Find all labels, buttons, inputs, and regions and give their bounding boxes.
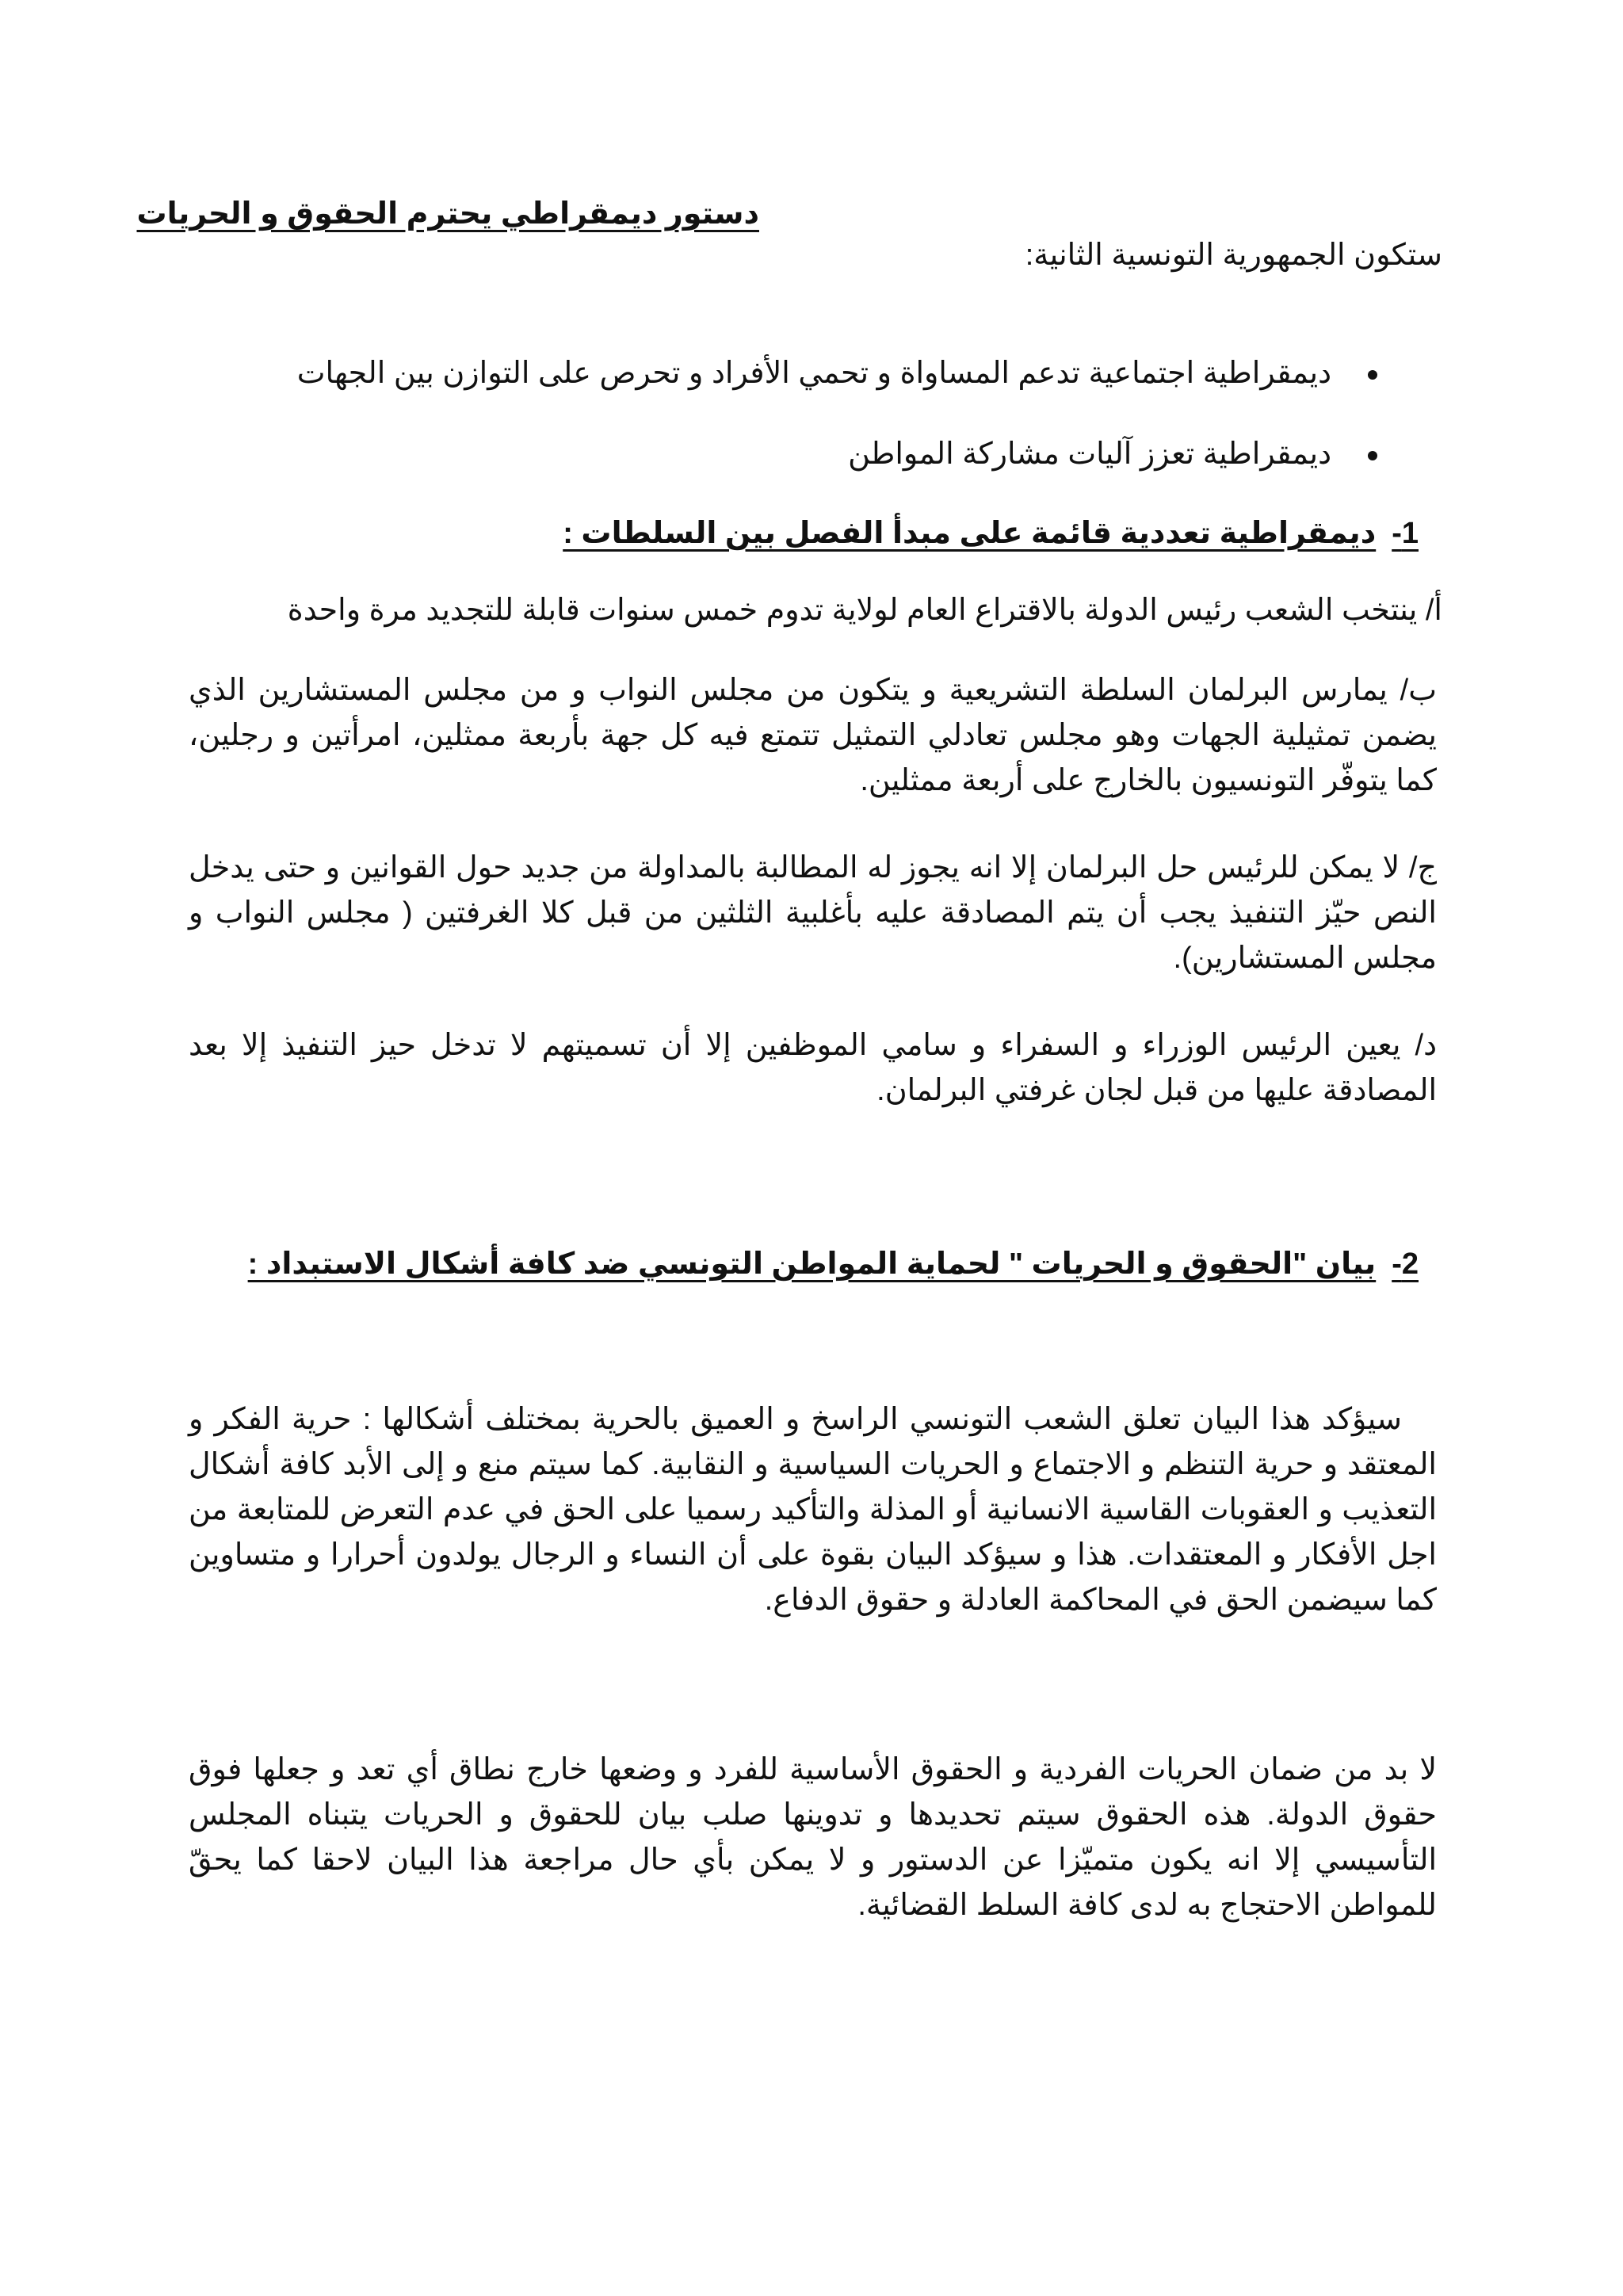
bullet-dot-icon	[1368, 370, 1377, 380]
section-2-paragraph-1: سيؤكد هذا البيان تعلق الشعب التونسي الراسخ و العميق بالحرية بمختلف أشكالها : حرية الفكر و المعتقد و حرية التنظم و الاجتماع و الحريات السياسية و النقابية. كما سيتم منع و إلى الأبد كافة أشكال التعذيب و العقوبات القاسية الانسانية أو المذلة والتأكيد رسميا على الحق في عدم التعرض للمتابعة من اجل الأفكار و المعتقدات. هذا و سيؤكد البيان بقوة على أن النساء و الرجال يولدون أحرارا و متساوين كما سيضمن الحق في المحاكمة العادلة و حقوق الدفاع.	[189, 1403, 1437, 1617]
section-1-item-c: ج/ لا يمكن للرئيس حل البرلمان إلا انه يجوز له المطالبة بالمداولة من جديد حول القوانين و حتى يدخل النص حيّز التنفيذ يجب أن يتم المصادقة عليه بأغلبية الثلثين من قبل كلا الغرفتين ( مجلس النواب و مجلس المستشارين).	[189, 851, 1437, 975]
bullet-item	[297, 350, 1425, 397]
section-1-heading-text: ديمقراطية تعددية قائمة على مبدأ الفصل بين السلطات :	[563, 517, 1377, 550]
document-title: دستور ديمقراطي يحترم الحقوق و الحريات	[136, 197, 759, 231]
bullet-item	[848, 430, 1425, 478]
bullet-text: ديمقراطية اجتماعية تدعم المساواة و تحمي الأفراد و تحرص على التوازن بين الجهات	[296, 357, 1331, 390]
section-1-item-a: أ/ ينتخب الشعب رئيس الدولة بالاقتراع العام لولاية تدوم خمس سنوات قابلة للتجديد مرة واحدة	[287, 594, 1442, 627]
section-2-heading	[248, 1240, 1419, 1288]
section-2-heading-text: بيان "الحقوق و الحريات " لحماية المواطن التونسي ضد كافة أشكال الاستبداد :	[247, 1247, 1377, 1281]
section-1-heading	[563, 510, 1419, 557]
section-1-number: 1-	[1392, 517, 1419, 550]
section-1-item-d: د/ يعين الرئيس الوزراء و السفراء و سامي الموظفين إلا أن تسميتهم لا تدخل حيز التنفيذ إلا بعد المصادقة عليها من قبل لجان غرفتي البرلمان.	[189, 1029, 1437, 1107]
section-1-item-b: ب/ يمارس البرلمان السلطة التشريعية و يتكون من مجلس النواب و من مجلس المستشارين الذي يضمن تمثيلية الجهات وهو مجلس تعادلي التمثيل تتمتع فيه كل جهة بأربعة ممثلين، امرأتين و رجلين، كما يتوفّر التونسيون بالخارج على أربعة ممثلين.	[189, 674, 1437, 797]
intro-text: ستكون الجمهورية التونسية الثانية:	[1025, 239, 1442, 272]
bullet-text: ديمقراطية تعزز آليات مشاركة المواطن	[848, 437, 1331, 471]
section-2-paragraph-2: لا بد من ضمان الحريات الفردية و الحقوق الأساسية للفرد و وضعها خارج نطاق أي تعد و جعلها فوق حقوق الدولة. هذه الحقوق سيتم تحديدها و تدوينها صلب بيان للحقوق و الحريات يتبناه المجلس التأسيسي إلا انه يكون متميّزا عن الدستور و لا يمكن بأي حال مراجعة هذا البيان لاحقا كما يحقّ للمواطن الاحتجاج به لدى كافة السلط القضائية.	[189, 1753, 1437, 1922]
section-2-number: 2-	[1392, 1247, 1419, 1281]
bullet-dot-icon	[1368, 451, 1377, 460]
